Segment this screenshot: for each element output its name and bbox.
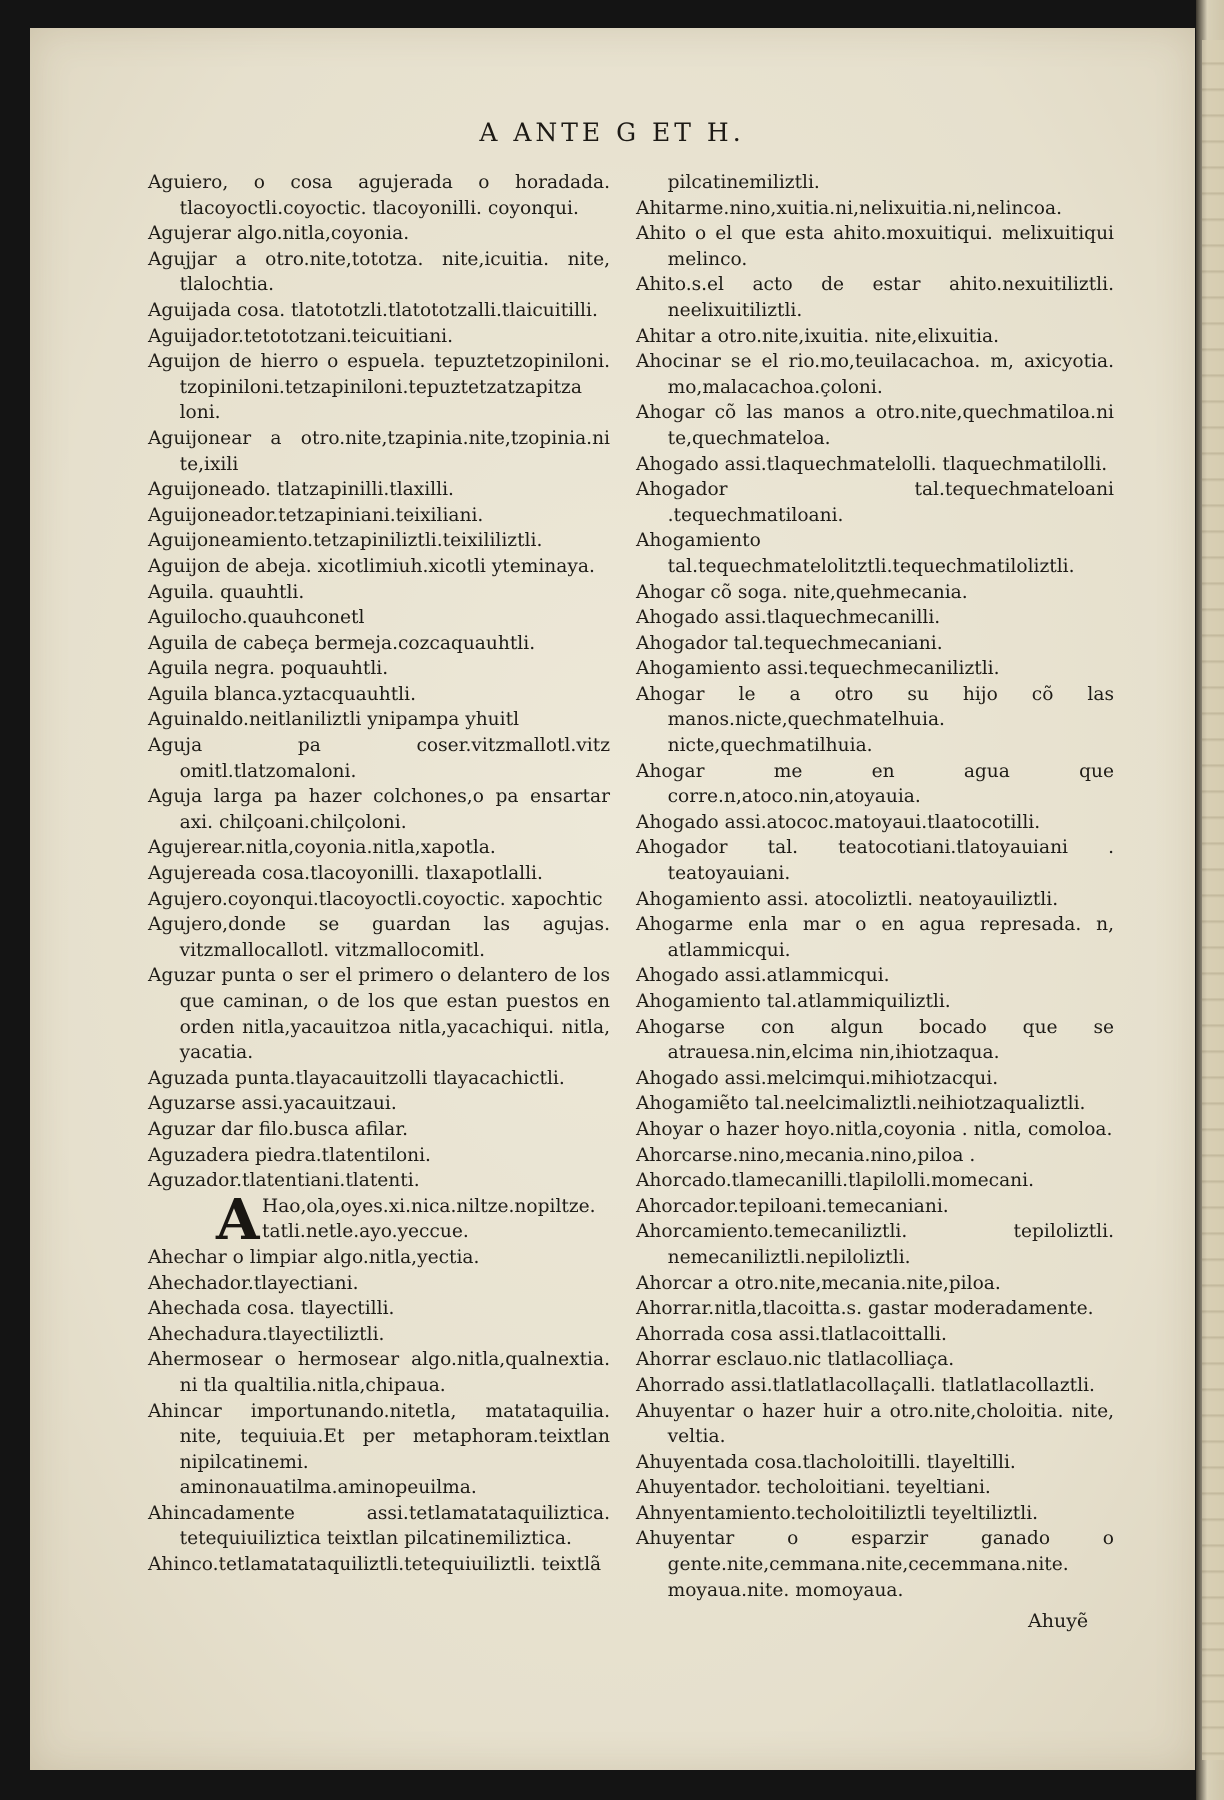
- dictionary-entry: Aguja pa coser.vitzmallotl.vitz omitl.tlatzomaloni.: [148, 735, 610, 782]
- dictionary-entry: Ahogado assi.atlammicqui.: [636, 965, 890, 987]
- dictionary-entry: Ahogamiẽto tal.neelcimaliztli.neihiotzaqualiztli.: [636, 1093, 1086, 1115]
- dictionary-entry: Aguinaldo.neitlaniliztli ynipampa yhuitl: [148, 709, 520, 731]
- dictionary-entry: Ahogar me en agua que corre.n,atoco.nin,atoyauia.: [636, 760, 1114, 808]
- dictionary-entry: Ahogado assi.tlaquechmecanilli.: [636, 607, 941, 629]
- catchword: Ahuyẽ: [1028, 1610, 1089, 1632]
- dictionary-entry: Ahorcado.tlamecanilli.tlapilolli.momecani.: [636, 1170, 1035, 1192]
- initial-entry: [148, 1186, 610, 1253]
- dictionary-entry: Aguja larga pa hazer colchones,o pa ensartar axi. chilçoani.chilçoloni.: [148, 786, 610, 833]
- dictionary-entry: Aguila negra. poquauhtli.: [148, 658, 389, 680]
- dictionary-entry: Ahechador.tlayectiani.: [148, 1272, 359, 1294]
- dictionary-entry: Aguzar punta o ser el primero o delantero de los que caminan, o de los que estan puestos en orden nitla,yacauitzoa nitla,yacachiqui. nitla, yacatia.: [148, 965, 610, 1064]
- dictionary-entry: Ahogar cõ las manos a otro.nite,quechmatiloa.ni te,quechmateloa.: [636, 402, 1114, 449]
- dictionary-entry: Agujero.coyonqui.tlacoyoctli.coyoctic. xapochtic: [148, 888, 603, 910]
- dictionary-entry: Ahorcamiento.temecaniliztli. tepiloliztli. nemecaniliztli.nepiloliztli.: [636, 1221, 1114, 1268]
- dictionary-entry: Ahogarme enla mar o en agua represada. n, atlammicqui.: [636, 914, 1114, 961]
- dictionary-entry: Ahechada cosa. tlayectilli.: [148, 1298, 395, 1320]
- dictionary-entry: Ahuyentador. techoloitiani. teyeltiani.: [636, 1477, 991, 1499]
- dictionary-entry: Ahorrar.nitla,tlacoitta.s. gastar moderadamente.: [636, 1298, 1094, 1320]
- dictionary-entry: Ahogarse con algun bocado que se atrauesa.nin,elcima nin,ihiotzaqua.: [636, 1016, 1114, 1064]
- dictionary-entry: Ahito.s.el acto de estar ahito.nexuitiliztli. neelixuitiliztli.: [636, 274, 1114, 321]
- dictionary-entry: Ahorrar esclauo.nic tlatlacolliaça.: [636, 1349, 955, 1371]
- dictionary-entry: Ahogado assi.atococ.matoyaui.tlaatocotilli.: [636, 811, 1041, 833]
- right-column: [636, 170, 1114, 1603]
- dictionary-entry: Aguzarse assi.yacauitzaui.: [148, 1093, 397, 1115]
- dictionary-entry: Aguila de cabeça bermeja.cozcaquauhtli.: [148, 632, 536, 654]
- dictionary-entry: Ahogar cõ soga. nite,quehmecania.: [636, 581, 968, 603]
- left-column: [148, 170, 610, 1578]
- dictionary-entry: Ahorrada cosa assi.tlatlacoittalli.: [636, 1323, 947, 1345]
- dictionary-entry: Aguzada punta.tlayacauitzolli tlayacachictli.: [148, 1067, 565, 1089]
- dictionary-entry: Ahechar o limpiar algo.nitla,yectia.: [148, 1246, 480, 1268]
- dictionary-entry: Aguzador.tlatentiani.tlatenti.: [148, 1170, 420, 1192]
- dictionary-entry: Agujero,donde se guardan las agujas. vitzmallocallotl. vitzmallocomitl.: [148, 914, 610, 961]
- running-head: A ANTE G ET H.: [479, 118, 745, 147]
- dictionary-entry: Aguila blanca.yztacquauhtli.: [148, 683, 416, 705]
- dictionary-entry: Aguijador.tetototzani.teicuitiani.: [148, 325, 454, 347]
- entry-continuation: pilcatinemiliztli.: [667, 172, 820, 193]
- dictionary-entry: Ahitarme.nino,xuitia.ni,nelixuitia.ni,nelincoa.: [636, 197, 1062, 219]
- dictionary-entry: Ahechadura.tlayectiliztli.: [148, 1323, 385, 1345]
- dictionary-entry: Ahuyentar o hazer huir a otro.nite,choloitia. nite, veltia.: [636, 1400, 1114, 1448]
- dictionary-entry: Ahincar importunando.nitetla, matataquilia. nite, tequiuia.Et per metaphoram.teixtlan nipilcatinemi. aminonauatilma.aminopeuilma.: [148, 1400, 610, 1499]
- dictionary-entry: Aguijon de hierro o espuela. tepuztetzopiniloni. tzopiniloni.tetzapiniloni.tepuztetzatzapitza loni.: [148, 351, 610, 424]
- dictionary-entry: Agujerar algo.nitla,coyonia.: [148, 223, 410, 245]
- dictionary-entry: Ahuyentada cosa.tlacholoitilli. tlayeltilli.: [636, 1451, 1016, 1473]
- dictionary-entry: Ahogamiento tal.atlammiquiliztli.: [636, 991, 951, 1012]
- dictionary-entry: Ahocinar se el rio.mo,teuilacachoa. m, axicyotia. mo,malacachoa.çoloni.: [636, 351, 1114, 398]
- drop-cap-letter: A: [216, 1186, 260, 1253]
- dictionary-entry: Ahogador tal. teatocotiani.tlatoyauiani . teatoyauiani.: [636, 837, 1114, 885]
- dictionary-entry: Agujereada cosa.tlacoyonilli. tlaxapotlalli.: [148, 863, 543, 885]
- dictionary-entry: Ahorrado assi.tlatlatlacollaçalli. tlatlatlacollaztli.: [636, 1374, 1095, 1396]
- dictionary-entry: Agujerear.nitla,coyonia.nitla,xapotla.: [148, 837, 496, 859]
- dictionary-entry: Aguilocho.quauhconetl: [148, 607, 365, 629]
- initial-entry-text: Hao,ola,oyes.xi.nica.niltze.nopiltze. tatli.netle.ayo.yeccue.: [262, 1195, 596, 1243]
- facing-page-edge: [1202, 40, 1224, 1760]
- dictionary-entry: Ahincadamente assi.tetlamatataquiliztica. tetequiuiliztica teixtlan pilcatinemiliztica.: [148, 1502, 610, 1550]
- dictionary-entry: Ahorcador.tepiloani.temecaniani.: [636, 1195, 949, 1217]
- dictionary-entry: Ahermosear o hermosear algo.nitla,qualnextia. ni tla qualtilia.nitla,chipaua.: [148, 1349, 610, 1396]
- dictionary-entry: Ahnyentamiento.techoloitiliztli teyeltiliztli.: [636, 1502, 1039, 1524]
- dictionary-entry: Aguijoneado. tlatzapinilli.tlaxilli.: [148, 479, 454, 501]
- dictionary-entry: Ahito o el que esta ahito.moxuitiqui. melixuitiqui melinco.: [636, 223, 1114, 270]
- dictionary-entry: Aguijada cosa. tlatototzli.tlatototzalli.tlaicuitilli.: [148, 299, 598, 321]
- dictionary-entry: Ahinco.tetlamatataquiliztli.tetequiuiliztli. teixtlã: [148, 1554, 602, 1576]
- dictionary-entry: Agujjar a otro.nite,tototza. nite,icuitia. nite, tlalochtia.: [148, 248, 610, 296]
- dictionary-entry: Aguzar dar filo.busca afilar.: [148, 1118, 409, 1140]
- dictionary-entry: Ahorcar a otro.nite,mecania.nite,piloa.: [636, 1272, 1001, 1294]
- dictionary-entry: Ahogamiento assi.tequechmecaniliztli.: [636, 658, 1000, 680]
- dictionary-entry: Aguijonear a otro.nite,tzapinia.nite,tzopinia.ni te,ixili: [148, 427, 610, 475]
- dictionary-entry: Aguzadera piedra.tlatentiloni.: [148, 1144, 431, 1166]
- dictionary-entry: Ahogador tal.tequechmateloani .tequechmatiloani.: [636, 479, 1114, 526]
- dictionary-entry: Ahoyar o hazer hoyo.nitla,coyonia . nitla, comoloa.: [636, 1118, 1113, 1140]
- dictionary-entry: Ahuyentar o esparzir ganado o gente.nite,cemmana.nite,cecemmana.nite. moyaua.nite. momoyaua.: [636, 1528, 1114, 1601]
- dictionary-entry: Ahogamiento tal.tequechmatelolitztli.tequechmatiloliztli.: [636, 530, 1075, 577]
- dictionary-entry: Ahogamiento assi. atocoliztli. neatoyauiliztli.: [636, 888, 1059, 910]
- dictionary-entry: Aguila. quauhtli.: [148, 581, 305, 603]
- dictionary-entry: Aguiero, o cosa agujerada o horadada. tlacoyoctli.coyoctic. tlacoyonilli. coyonqui.: [148, 172, 610, 219]
- dictionary-entry: Ahogador tal.tequechmecaniani.: [636, 632, 943, 654]
- dictionary-entry: Aguijoneador.tetzapiniani.teixiliani.: [148, 504, 484, 526]
- dictionary-entry: Aguijoneamiento.tetzapiniliztli.teixililiztli.: [148, 530, 543, 552]
- dictionary-entry: Ahogar le a otro su hijo cõ las manos.nicte,quechmatelhuia. nicte,quechmatilhuia.: [636, 683, 1114, 757]
- dictionary-entry: Ahitar a otro.nite,ixuitia. nite,elixuitia.: [636, 325, 1000, 347]
- dictionary-entry: Ahogado assi.melcimqui.mihiotzacqui.: [636, 1067, 999, 1089]
- dictionary-entry: Aguijon de abeja. xicotlimiuh.xicotli yteminaya.: [148, 555, 595, 577]
- dictionary-entry: Ahogado assi.tlaquechmatelolli. tlaquechmatilolli.: [636, 453, 1108, 475]
- dictionary-entry: Ahorcarse.nino,mecania.nino,piloa .: [636, 1144, 976, 1166]
